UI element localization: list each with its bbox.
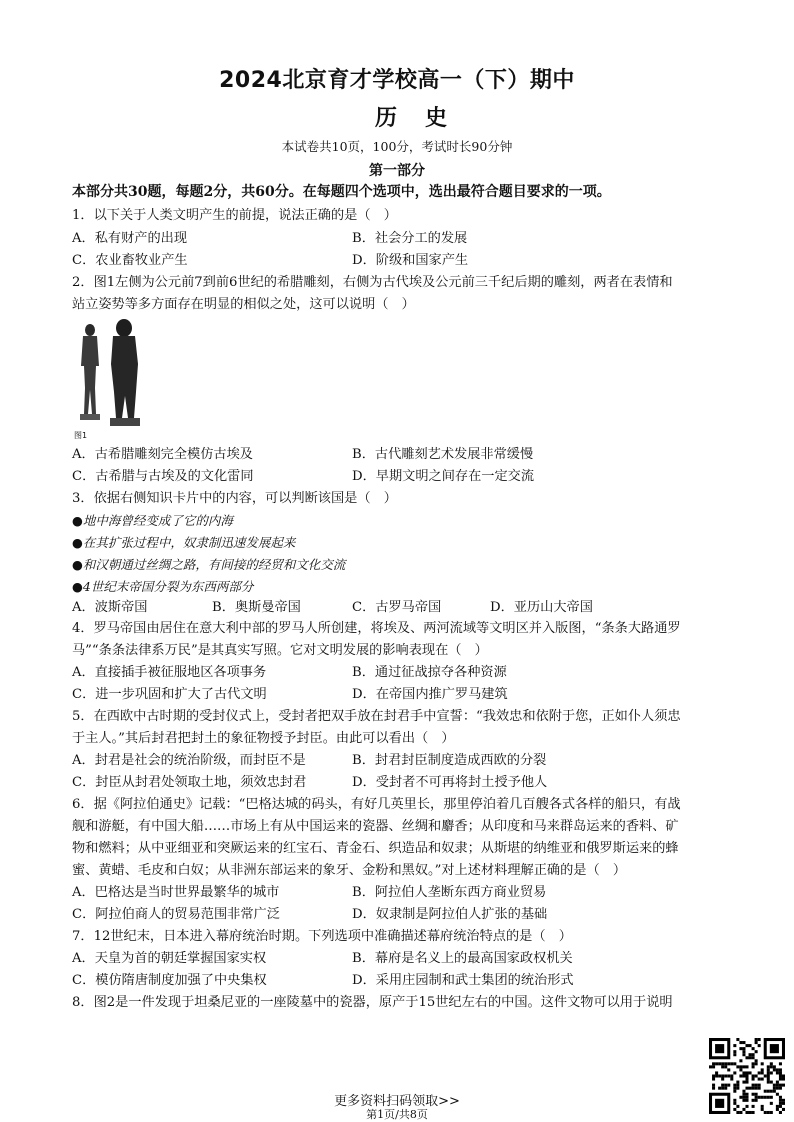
more-resources-link[interactable]: 更多资料扫码领取>> xyxy=(334,1094,460,1109)
question-6-stem-line-1: 6．据《阿拉伯通史》记载：“巴格达城的码头，有好几英里长，那里停泊着几百艘各式各样的船只，有战 xyxy=(72,797,681,812)
question-6-option-a: A．巴格达是当时世界最繁华的城市 xyxy=(72,885,280,900)
question-4-stem-line-2: 马”“条条法律系万民”是其真实写照。它对文明发展的影响表现在（ ） xyxy=(72,643,488,658)
question-3-option-b: B．奥斯曼帝国 xyxy=(212,600,301,615)
question-5-option-a: A．封君是社会的统治阶级，而封臣不是 xyxy=(72,753,306,768)
question-7-option-d: D．采用庄园制和武士集团的统治形式 xyxy=(352,973,574,988)
question-5-stem-line-2: 于主人。”其后封君把封土的象征物授予封臣。由此可以看出（ ） xyxy=(72,731,455,746)
question-2-option-a: A．古希腊雕刻完全模仿古埃及 xyxy=(72,447,253,462)
question-2-option-b: B．古代雕刻艺术发展非常缓慢 xyxy=(352,447,534,462)
section-instructions: 本部分共30题，每题2分，共60分。在每题四个选项中，选出最符合题目要求的一项。 xyxy=(72,184,611,200)
question-1-option-d: D．阶级和国家产生 xyxy=(352,253,469,268)
question-3-stem: 3．依据右侧知识卡片中的内容，可以判断该国是（ ） xyxy=(72,491,397,506)
question-4-option-b: B．通过征战掠夺各种资源 xyxy=(352,665,507,680)
question-1-option-a: A．私有财产的出现 xyxy=(72,231,188,246)
bullet-icon: ● xyxy=(72,535,83,550)
figure-1-statues xyxy=(72,318,156,442)
question-4-stem-line-1: 4．罗马帝国由居住在意大利中部的罗马人所创建，将埃及、两河流域等文明区并入版图，“条条大路通罗 xyxy=(72,621,681,636)
question-1-option-c: C．农业畜牧业产生 xyxy=(72,253,188,268)
bullet-icon: ● xyxy=(72,513,83,528)
question-7-option-b: B．幕府是名义上的最高国家政权机关 xyxy=(352,951,573,966)
question-4-option-d: D．在帝国内推广罗马建筑 xyxy=(352,687,508,702)
question-3-option-d: D．亚历山大帝国 xyxy=(490,600,593,615)
knowledge-card-item: ●和汉朝通过丝绸之路，有间接的经贸和文化交流 xyxy=(72,557,346,572)
exam-title: 2024北京育才学校高一（下）期中 xyxy=(219,68,575,93)
bullet-icon: ● xyxy=(72,579,83,594)
knowledge-card-item: ●在其扩张过程中，奴隶制迅速发展起来 xyxy=(72,535,296,550)
question-7-stem: 7．12世纪末，日本进入幕府统治时期。下列选项中准确描述幕府统治特点的是（ ） xyxy=(72,929,572,944)
question-6-option-b: B．阿拉伯人垄断东西方商业贸易 xyxy=(352,885,547,900)
question-3-option-a: A．波斯帝国 xyxy=(72,600,148,615)
question-2-stem-line-1: 2．图1左侧为公元前7到前6世纪的希腊雕刻，右侧为古代埃及公元前三千纪后期的雕刻，两者在表情和 xyxy=(72,275,673,290)
question-6-option-c: C．阿拉伯商人的贸易范围非常广泛 xyxy=(72,907,280,922)
question-7-option-a: A．天皇为首的朝廷掌握国家实权 xyxy=(72,951,267,966)
question-6-stem-line-2: 舰和游艇，有中国大船……市场上有从中国运来的瓷器、丝绸和麝香；从印度和马来群岛运来的香料、矿 xyxy=(72,819,679,834)
question-2-stem-line-2: 站立姿势等多方面存在明显的相似之处，这可以说明（ ） xyxy=(72,297,415,312)
knowledge-card-item: ●4世纪末帝国分裂为东西两部分 xyxy=(72,579,254,594)
question-8-stem: 8．图2是一件发现于坦桑尼亚的一座陵墓中的瓷器，原产于15世纪左右的中国。这件文物可以用于说明 xyxy=(72,995,673,1010)
question-6-stem-line-3: 物和燃料；从中亚细亚和突厥运来的红宝石、青金石、织造品和奴隶；从斯堪的纳维亚和俄罗斯运来的蜂 xyxy=(72,841,679,856)
bullet-icon: ● xyxy=(72,557,83,572)
knowledge-card-item: ●地中海曾经变成了它的内海 xyxy=(72,513,233,528)
question-5-stem-line-1: 5．在西欧中古时期的受封仪式上，受封者把双手放在封君手中宣誓：“我效忠和依附于您，正如仆人须忠 xyxy=(72,709,681,724)
question-3-option-c: C．古罗马帝国 xyxy=(352,600,442,615)
question-2-option-c: C．古希腊与古埃及的文化雷同 xyxy=(72,469,254,484)
exam-subject: 历史 xyxy=(374,105,475,131)
question-6-option-d: D．奴隶制是阿拉伯人扩张的基础 xyxy=(352,907,548,922)
question-4-option-c: C．进一步巩固和扩大了古代文明 xyxy=(72,687,267,702)
question-1-option-b: B．社会分工的发展 xyxy=(352,231,468,246)
part-heading: 第一部分 xyxy=(369,163,425,179)
question-5-option-b: B．封君封臣制度造成西欧的分裂 xyxy=(352,753,547,768)
question-4-option-a: A．直接插手被征服地区各项事务 xyxy=(72,665,267,680)
question-2-option-d: D．早期文明之间存在一定交流 xyxy=(352,469,535,484)
question-5-option-c: C．封臣从封君处领取土地，须效忠封君 xyxy=(72,775,307,790)
figure-1-label: 图1 xyxy=(74,431,88,440)
statues-image xyxy=(72,318,156,442)
question-1-stem: 1．以下关于人类文明产生的前提，说法正确的是（ ） xyxy=(72,208,397,223)
question-6-stem-line-4: 蜜、黄蜡、毛皮和白奴；从非洲东部运来的象牙、金粉和黑奴。”对上述材料理解正确的是（ ） xyxy=(72,863,627,878)
exam-meta: 本试卷共10页，100分，考试时长90分钟 xyxy=(281,139,513,154)
question-5-option-d: D．受封者不可再将封土授予他人 xyxy=(352,775,548,790)
question-7-option-c: C．模仿隋唐制度加强了中央集权 xyxy=(72,973,267,988)
page-number: 第1页/共8页 xyxy=(366,1108,428,1121)
